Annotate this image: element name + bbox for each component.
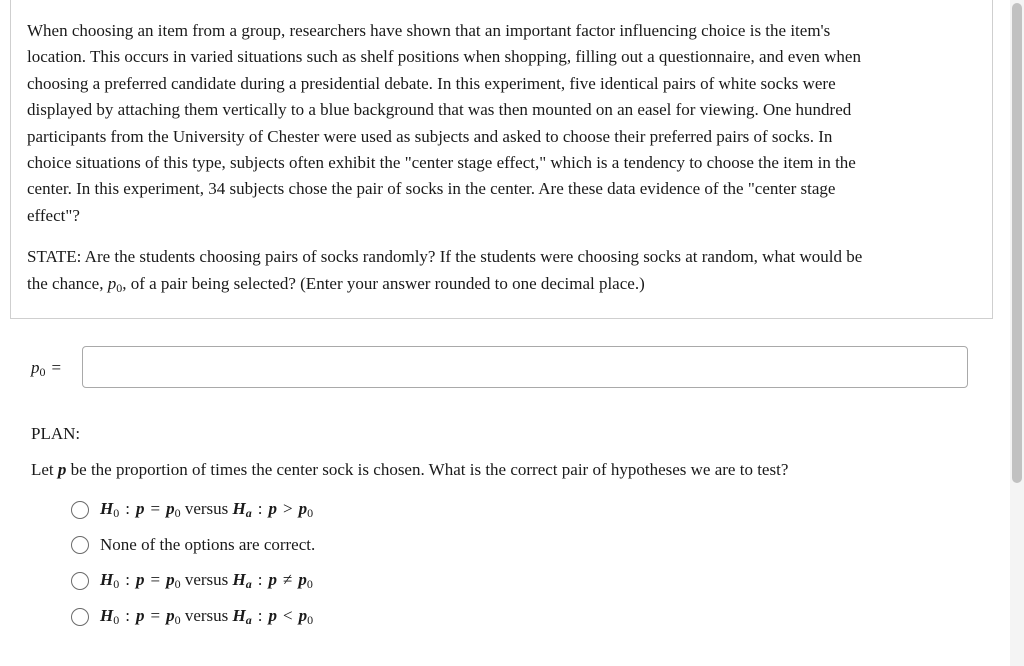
intro-line: displayed by attaching them vertically to a blue background that was then mounted on an easel for viewing. One hundred [27, 100, 852, 120]
intro-line: location. This occurs in varied situations such as shelf positions when shopping, filling out a questionnaire, and even when [27, 47, 861, 67]
option-none[interactable] [71, 533, 315, 557]
scrollbar-thumb[interactable] [1012, 3, 1022, 483]
intro-line: participants from the University of Chester were used as subjects and asked to choose their preferred pairs of socks. In [27, 126, 833, 146]
option-label: None of the options are correct. [100, 535, 316, 554]
p0-symbol: $p_0$ [107, 274, 123, 295]
option-label: $H_0$ : $p = p_0$ versus Ha : $p > p_0$ [100, 499, 314, 520]
state-line-pre: the chance, [27, 274, 108, 293]
option-less[interactable] [71, 605, 313, 629]
radio-button[interactable] [71, 608, 89, 626]
intro-line: choice situations of this type, subjects often exhibit the "center stage effect," which is a tendency to choose the item in the [27, 153, 856, 173]
p-symbol: p [57, 460, 67, 479]
intro-line: choosing a preferred candidate during a presidential debate. In this experiment, five identical pairs of white socks were [27, 73, 836, 93]
plan-label: PLAN: [31, 424, 81, 443]
p0-answer-row [31, 346, 971, 390]
problem-intro [27, 18, 977, 229]
radio-button[interactable] [71, 572, 89, 590]
vertical-scrollbar[interactable] [1010, 0, 1024, 666]
radio-button[interactable] [71, 501, 89, 519]
plan-question: Let p be the proportion of times the center sock is chosen. What is the correct pair of hypotheses we are to test? [31, 460, 789, 479]
p0-answer-label: $p_0$ = [31, 358, 62, 379]
intro-line: When choosing an item from a group, researchers have shown that an important factor influencing choice is the item's [27, 21, 831, 40]
option-label: $H_0$ : $p = p_0$ versus Ha : $p < p_0$ [100, 606, 314, 627]
state-line: STATE: Are the students choosing pairs of socks randomly? If the students were choosing socks at random, what would be [27, 247, 863, 266]
p0-answer-input[interactable] [82, 346, 968, 388]
intro-line: effect"? [27, 205, 80, 225]
option-greater[interactable] [71, 498, 313, 522]
radio-button[interactable] [71, 536, 89, 554]
intro-line: center. In this experiment, 34 subjects chose the pair of socks in the center. Are these data evidence of the "center stage [27, 179, 836, 199]
option-label: $H_0$ : $p = p_0$ versus Ha : $p \ne p_0$ [100, 570, 313, 591]
option-not-equal[interactable] [71, 569, 313, 593]
state-question [27, 243, 977, 302]
state-line-post: , of a pair being selected? (Enter your answer rounded to one decimal place.) [122, 274, 645, 293]
